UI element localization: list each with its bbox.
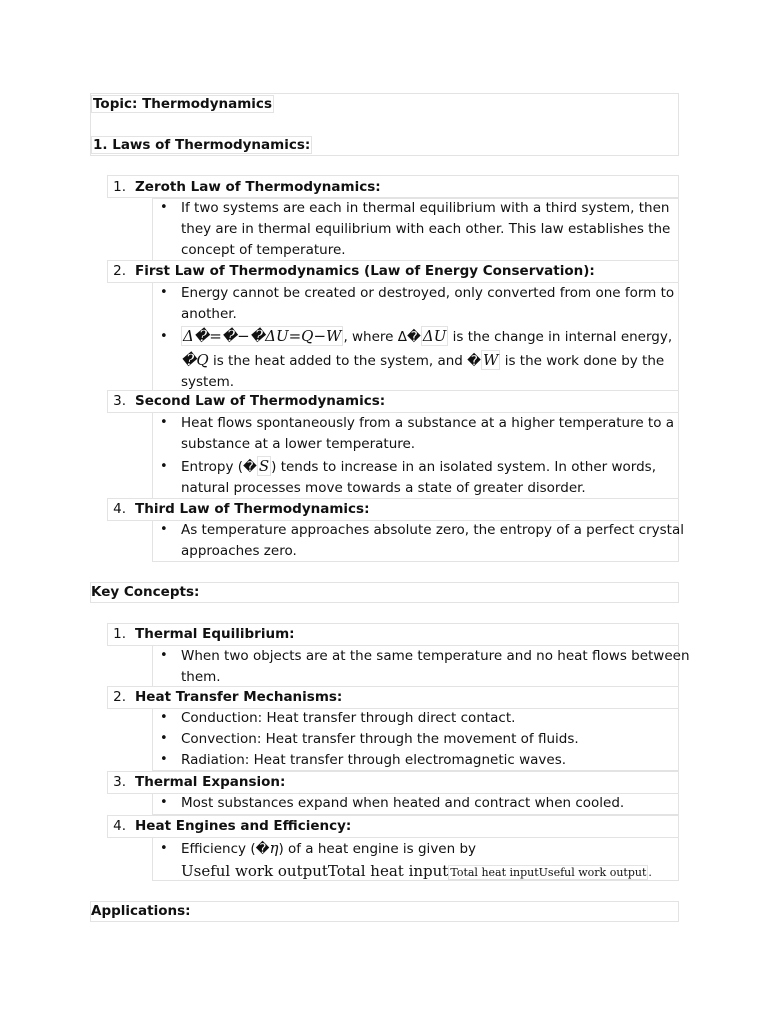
bullet-icon: • — [160, 200, 168, 215]
law-3-bullet-1: Heat flows spontaneously from a substance at a higher temperature to a substance at a lower temperature. — [181, 415, 675, 452]
eta-symbol: η — [269, 839, 279, 857]
first-law-formula: Δ�=�−�ΔU=Q−W — [183, 327, 342, 345]
bullet-icon: • — [160, 710, 168, 725]
bullet-icon: • — [160, 459, 168, 474]
concept-3-title: Thermal Expansion: — [135, 774, 286, 790]
applications-heading: Applications: — [91, 903, 191, 919]
concept-2-bullet-1: Conduction: Heat transfer through direct contact. — [181, 710, 516, 726]
concept-4-title: Heat Engines and Efficiency: — [135, 818, 352, 834]
concept-1-number: 1. — [113, 626, 126, 642]
concept-3-bullet-1: Most substances expand when heated and contract when cooled. — [181, 795, 625, 811]
w-symbol: W — [483, 351, 499, 369]
law-2-bullet-2: Δ�=�−�ΔU=Q−W , where Δ� ΔU is the change in internal energy, �Q is the heat added to the system, and � W is the work done by the system. — [181, 327, 673, 390]
bullet-icon: • — [160, 731, 168, 746]
law-4-title: Third Law of Thermodynamics: — [135, 501, 370, 517]
law-4-bullet-1: As temperature approaches absolute zero, the entropy of a perfect crystal approaches zero. — [181, 522, 684, 559]
laws-heading: 1. Laws of Thermodynamics: — [93, 137, 311, 153]
concept-2-number: 2. — [113, 689, 126, 705]
concept-4-number: 4. — [113, 818, 126, 834]
delta-u-symbol: ΔU — [422, 327, 447, 345]
concept-1-title: Thermal Equilibrium: — [135, 626, 295, 642]
concept-2-title: Heat Transfer Mechanisms: — [135, 689, 343, 705]
efficiency-formula: Useful work outputTotal heat input — [181, 862, 449, 880]
law-3-bullet-2: Entropy (� S ) tends to increase in an isolated system. In other words, natural processes move towards a state of greater disorder. — [181, 457, 657, 496]
bullet-icon: • — [160, 752, 168, 767]
bullet-icon: • — [160, 415, 168, 430]
law-1-number: 1. — [113, 179, 126, 195]
bullet-icon: • — [160, 795, 168, 810]
law-3-title: Second Law of Thermodynamics: — [135, 393, 386, 409]
concept-3-number: 3. — [113, 774, 126, 790]
bullet-icon: • — [160, 285, 168, 300]
bullet-icon: • — [160, 329, 168, 344]
bullet-icon: • — [160, 522, 168, 537]
concept-4-bullet-1: Efficiency (�η) of a heat engine is given by Useful work outputTotal heat input Total heat inputUseful work output . — [181, 839, 652, 880]
topic-title: Topic: Thermodynamics — [93, 96, 272, 112]
law-3-number: 3. — [113, 393, 126, 409]
law-4-number: 4. — [113, 501, 126, 517]
concept-1-bullet-1: When two objects are at the same temperature and no heat flows between them. — [181, 648, 690, 685]
law-2-title: First Law of Thermodynamics (Law of Energy Conservation): — [135, 263, 595, 279]
bullet-icon: • — [160, 841, 168, 856]
concept-2-bullet-3: Radiation: Heat transfer through electromagnetic waves. — [181, 752, 567, 768]
bullet-icon: • — [160, 648, 168, 663]
concept-2-bullet-2: Convection: Heat transfer through the movement of fluids. — [181, 731, 579, 747]
entropy-symbol: S — [258, 457, 270, 475]
law-2-number: 2. — [113, 263, 126, 279]
law-1-title: Zeroth Law of Thermodynamics: — [135, 179, 381, 195]
efficiency-fraction: Total heat inputUseful work output — [450, 866, 647, 879]
key-concepts-heading: Key Concepts: — [91, 584, 200, 600]
law-1-bullet-1: If two systems are each in thermal equilibrium with a third system, then they are in thermal equilibrium with each other. This law establishes the concept of temperature. — [181, 200, 671, 258]
q-symbol: �Q — [181, 351, 209, 369]
law-2-bullet-1: Energy cannot be created or destroyed, only converted from one form to another. — [181, 285, 675, 322]
